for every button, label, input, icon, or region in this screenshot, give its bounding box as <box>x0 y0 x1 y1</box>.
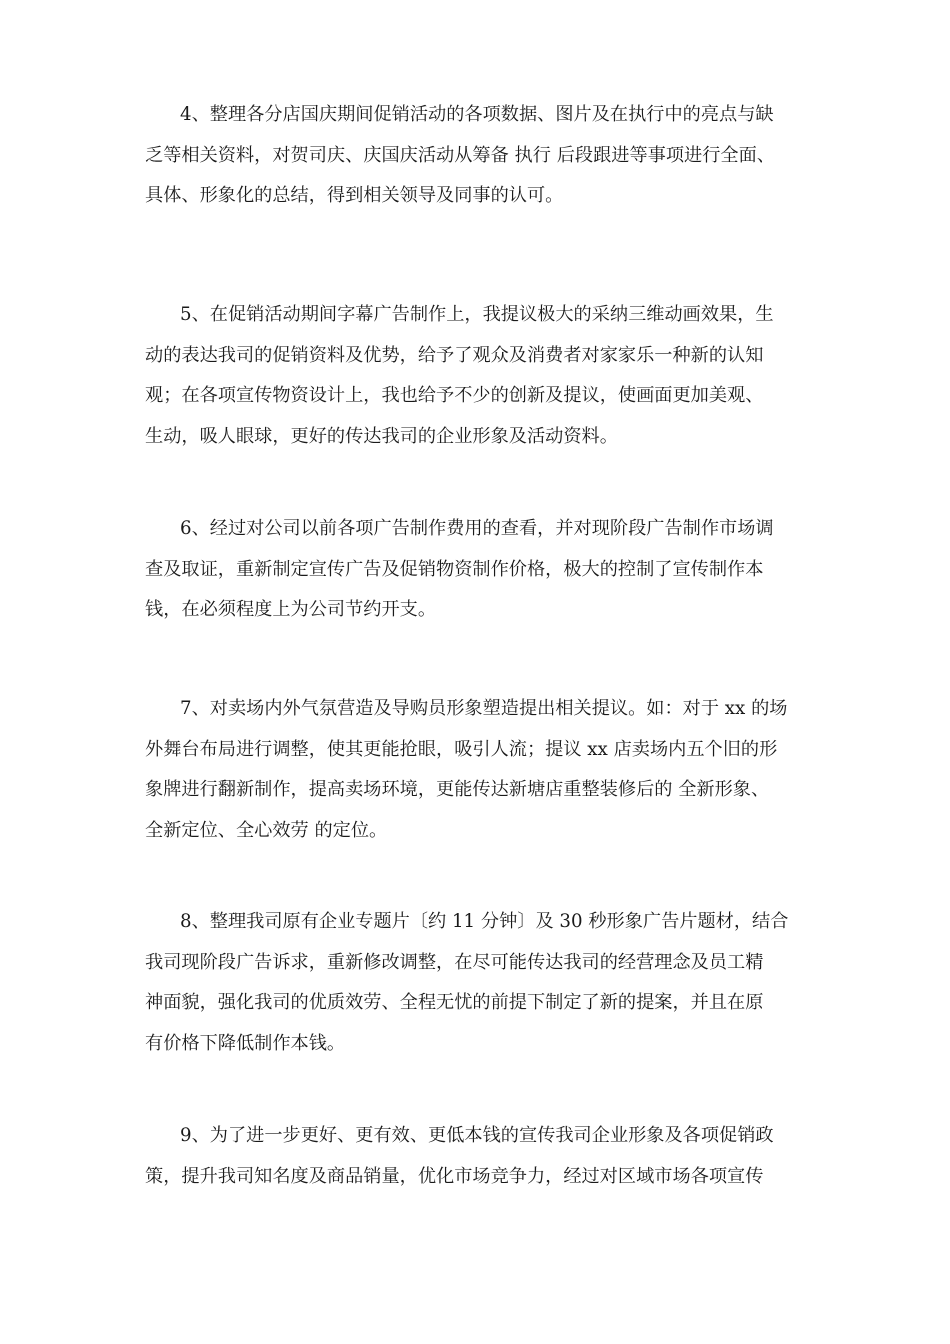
paragraph-line: 9、为了进一步更好、更有效、更低本钱的宣传我司企业形象及各项促销政 <box>180 1125 774 1146</box>
paragraph-4 <box>145 95 813 217</box>
paragraph-5 <box>145 295 813 457</box>
paragraph-line: 动的表达我司的促销资料及优势，给予了观众及消费者对家家乐一种新的认知 <box>145 344 764 366</box>
paragraph-8 <box>145 902 813 1064</box>
paragraph-6 <box>145 509 813 631</box>
paragraph-line: 查及取证，重新制定宣传广告及促销物资制作价格，极大的控制了宣传制作本 <box>145 558 764 580</box>
paragraph-line: 7、对卖场内外气氛营造及导购员形象塑造提出相关提议。如：对于 xx 的场 <box>180 698 788 719</box>
paragraph-line: 4、整理各分店国庆期间促销活动的各项数据、图片及在执行中的亮点与缺 <box>180 104 774 125</box>
paragraph-line: 全新定位、全心效劳 的定位。 <box>145 819 388 841</box>
paragraph-line: 有价格下降低制作本钱。 <box>145 1032 346 1054</box>
paragraph-line: 钱，在必须程度上为公司节约开支。 <box>145 599 437 620</box>
paragraph-line: 神面貌，强化我司的优质效劳、全程无忧的前提下制定了新的提案，并且在原 <box>145 992 764 1013</box>
paragraph-line: 6、经过对公司以前各项广告制作费用的查看，并对现阶段广告制作市场调 <box>180 518 774 539</box>
paragraph-7 <box>145 689 813 851</box>
paragraph-line: 8、整理我司原有企业专题片〔约 11 分钟〕及 30 秒形象广告片题材，结合 <box>180 911 789 932</box>
paragraph-line: 象牌进行翻新制作，提高卖场环境，更能传达新塘店重整装修后的 全新形象、 <box>145 779 770 800</box>
paragraph-line: 5、在促销活动期间字幕广告制作上，我提议极大的采纳三维动画效果，生 <box>180 304 774 325</box>
paragraph-line: 观；在各项宣传物资设计上，我也给予不少的创新及提议，使画面更加美观、 <box>145 385 764 406</box>
paragraph-line: 策，提升我司知名度及商品销量，优化市场竞争力，经过对区域市场各项宣传 <box>145 1165 764 1187</box>
paragraph-line: 乏等相关资料，对贺司庆、庆国庆活动从筹备 执行 后段跟进等事项进行全面、 <box>145 144 775 166</box>
paragraph-line: 我司现阶段广告诉求，重新修改调整，在尽可能传达我司的经营理念及员工精 <box>145 951 764 973</box>
paragraph-line: 外舞台布局进行调整，使其更能抢眼，吸引人流；提议 xx 店卖场内五个旧的形 <box>145 738 778 760</box>
paragraph-line: 具体、形象化的总结，得到相关领导及同事的认可。 <box>145 185 564 206</box>
paragraph-line: 生动，吸人眼球，更好的传达我司的企业形象及活动资料。 <box>145 425 618 447</box>
paragraph-9 <box>145 1116 813 1197</box>
